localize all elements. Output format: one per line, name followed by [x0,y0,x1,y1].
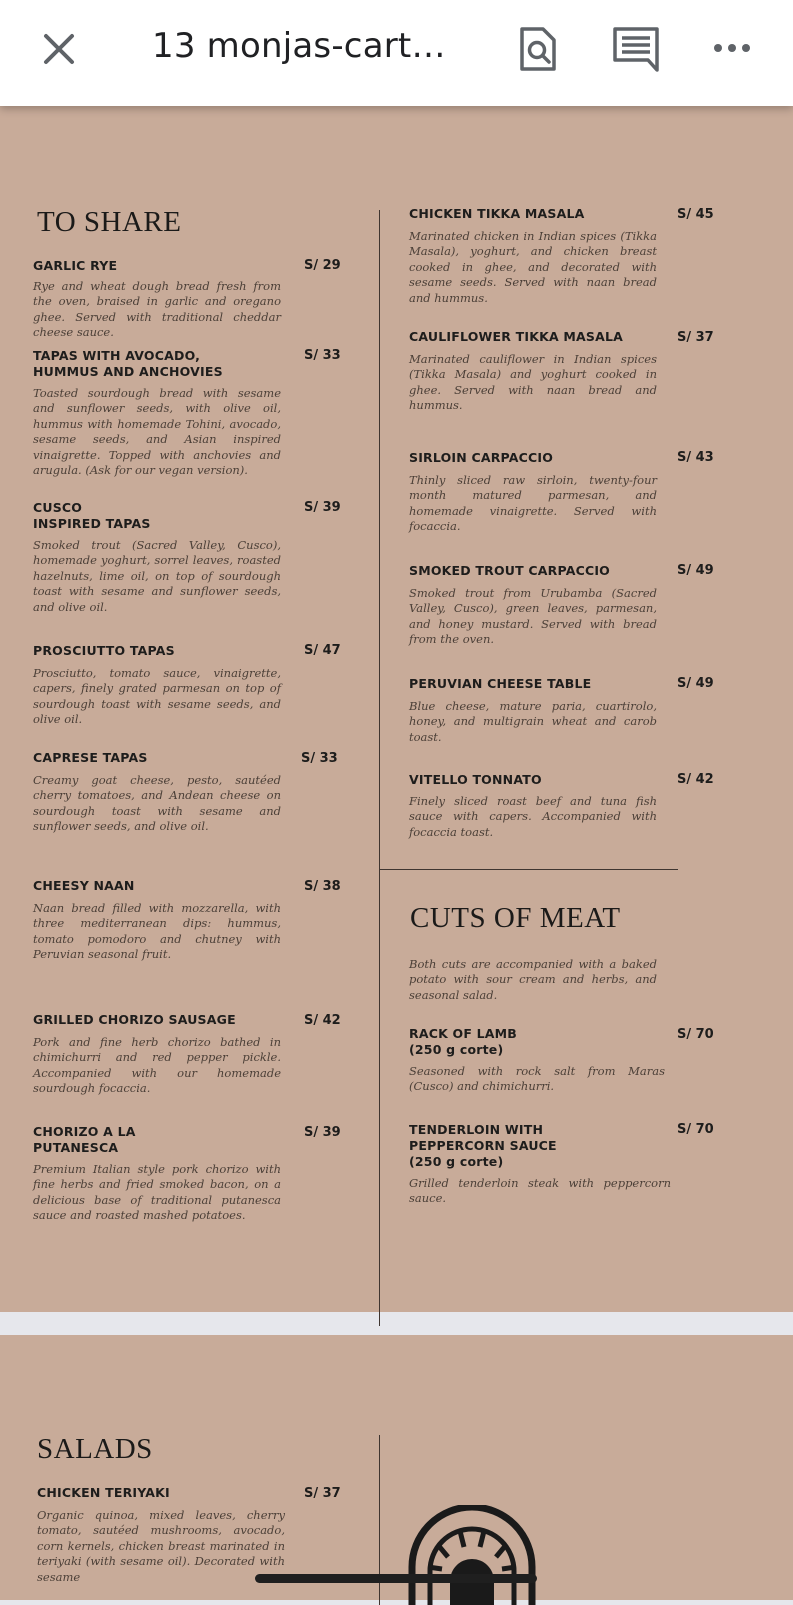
item-description: Toasted sourdough bread with sesame and sunflower seeds, with olive oil, hummus with homemade Tohini, avocado, sesame seeds, and Asian inspired vinaigrette. Topped with anchovies and arugula. (Ask for our vegan version). [33,386,281,478]
item-description: Creamy goat cheese, pesto, sautéed cherry tomatoes, and Andean cheese on sourdough toast with sesame and sunflower seeds, and olive oil. [33,773,281,834]
item-name: PROSCIUTTO TAPAS [33,643,175,658]
comments-icon[interactable] [612,26,660,72]
find-in-page-icon[interactable] [517,26,559,72]
section-intro: Both cuts are accompanied with a baked potato with sour cream and herbs, and seasonal salad. [409,957,657,1002]
item-price: S/ 49 [677,676,714,691]
close-icon[interactable] [38,28,80,70]
column-divider [379,210,380,1326]
section-heading-salads: SALADS [37,1433,153,1465]
item-name: CHEESY NAAN [33,878,135,893]
menu-page-2 [0,1335,793,1600]
item-price: S/ 37 [304,1486,341,1501]
section-divider [379,869,678,870]
item-name: CAULIFLOWER TIKKA MASALA [409,329,624,344]
item-description: Smoked trout (Sacred Valley, Cusco), homemade yoghurt, sorrel leaves, roasted hazelnuts, lime oil, on top of sourdough toast with sesame and sunflower seeds, and olive oil. [33,538,281,614]
item-name: CHICKEN TERIYAKI [37,1485,170,1500]
item-description: Rye and wheat dough bread fresh from the oven, braised in garlic and oregano ghee. Served with traditional cheddar cheese sauce. [33,279,281,340]
app-bar [0,0,793,106]
item-price: S/ 37 [677,330,714,345]
item-price: S/ 29 [304,258,341,273]
item-description: Premium Italian style pork chorizo with fine herbs and fried smoked bacon, on a delicious base of traditional putanesca sauce and roasted mashed potatoes. [33,1162,281,1223]
item-price: S/ 39 [304,1125,341,1140]
item-name: RACK OF LAMB (250 g corte) [409,1026,518,1057]
item-price: S/ 45 [677,207,714,222]
home-indicator[interactable] [255,1574,537,1583]
item-description: Grilled tenderloin steak with peppercorn sauce. [409,1176,671,1206]
item-description: Marinated cauliflower in Indian spices (Tikka Masala) and yoghurt cooked in ghee. Served with naan bread and hummus. [409,352,657,413]
item-description: Marinated chicken in Indian spices (Tikka Masala), yoghurt, and chicken breast cooked in ghee, and decorated with sesame seeds. Served with naan bread and hummus. [409,229,657,305]
item-price: S/ 49 [677,563,714,578]
item-description: Organic quinoa, mixed leaves, cherry tomato, sautéed mushrooms, avocado, corn kernels, chicken breast marinated in teriyaki (with sesame oil). Decorated with sesame [37,1508,285,1584]
item-name: TAPAS WITH AVOCADO, HUMMUS AND ANCHOVIES [33,348,223,379]
oven-logo-icon [408,1505,536,1605]
item-name: TENDERLOIN WITH PEPPERCORN SAUCE (250 g corte) [409,1122,557,1169]
item-price: S/ 42 [304,1013,341,1028]
item-price: S/ 43 [677,450,714,465]
item-price: S/ 33 [304,348,341,363]
item-name: PERUVIAN CHEESE TABLE [409,676,592,691]
more-options-icon[interactable] [712,38,752,58]
item-name: CUSCO INSPIRED TAPAS [33,500,151,531]
item-price: S/ 39 [304,500,341,515]
item-description: Pork and fine herb chorizo bathed in chimichurri and red pepper pickle. Accompanied with our homemade sourdough focaccia. [33,1035,281,1096]
item-description: Smoked trout from Urubamba (Sacred Valley, Cusco), green leaves, parmesan, and honey mustard. Served with bread from the oven. [409,586,657,647]
item-name: CHORIZO A LA PUTANESCA [33,1124,136,1155]
item-description: Finely sliced roast beef and tuna fish sauce with capers. Accompanied with focaccia toast. [409,794,657,839]
item-description: Blue cheese, mature paria, cuartirolo, honey, and multigrain wheat and carob toast. [409,699,657,744]
item-price: S/ 47 [304,643,341,658]
item-description: Prosciutto, tomato sauce, vinaigrette, capers, finely grated parmesan on top of sourdough toast with sesame seeds, and olive oil. [33,666,281,727]
section-heading-to-share: TO SHARE [37,206,182,238]
item-name: VITELLO TONNATO [409,772,542,787]
section-heading-cuts-of-meat: CUTS OF MEAT [410,902,621,934]
menu-page-1 [0,106,793,1312]
document-title: 13 monjas-cart… [152,26,446,66]
item-price: S/ 70 [677,1027,714,1042]
item-name: SMOKED TROUT CARPACCIO [409,563,611,578]
item-price: S/ 42 [677,772,714,787]
item-name: GRILLED CHORIZO SAUSAGE [33,1012,236,1027]
item-name: CAPRESE TAPAS [33,750,148,765]
item-description: Seasoned with rock salt from Maras (Cusco) and chimichurri. [409,1064,665,1094]
item-price: S/ 33 [301,751,338,766]
item-price: S/ 70 [677,1122,714,1137]
item-description: Naan bread filled with mozzarella, with three mediterranean dips: hummus, tomato pomodoro and chutney with Peruvian seasonal fruit. [33,901,281,962]
item-description: Thinly sliced raw sirloin, twenty-four month matured parmesan, and homemade vinaigrette. Served with focaccia. [409,473,657,534]
item-price: S/ 38 [304,879,341,894]
item-name: GARLIC RYE [33,258,118,273]
item-name: SIRLOIN CARPACCIO [409,450,554,465]
item-name: CHICKEN TIKKA MASALA [409,206,585,221]
